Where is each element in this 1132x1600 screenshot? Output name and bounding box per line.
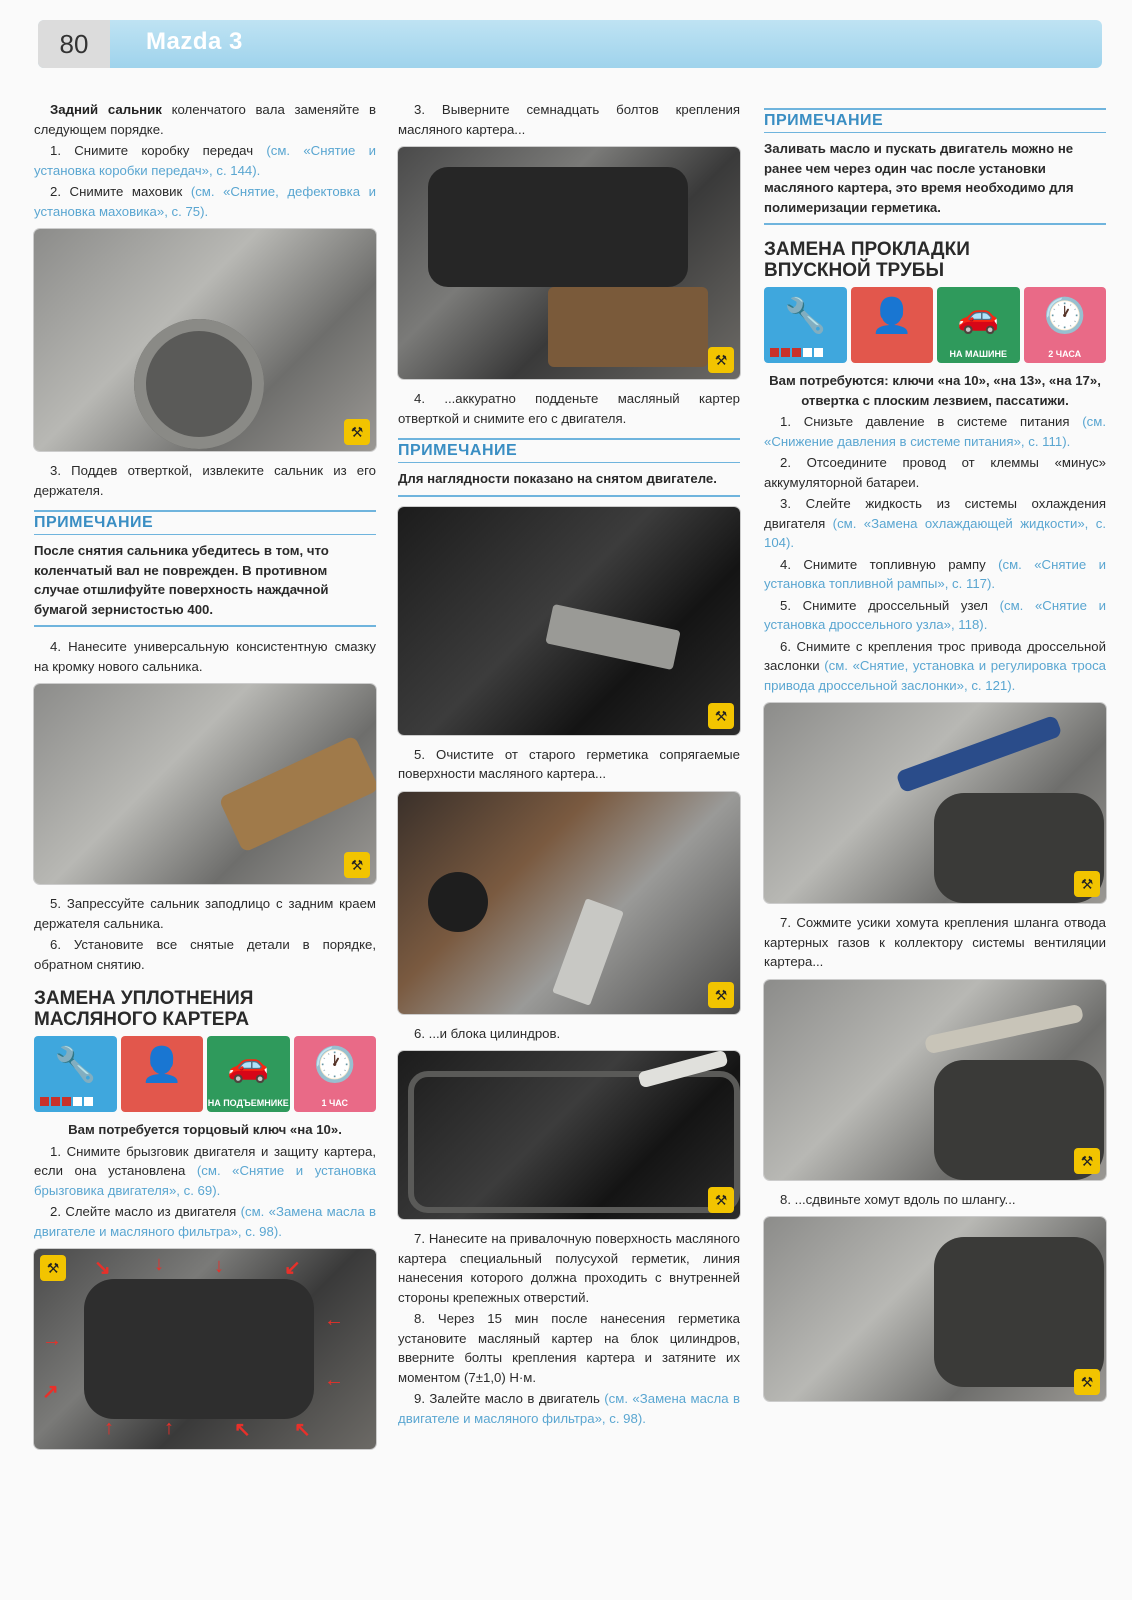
step-5: 5. Запрессуйте сальник заподлицо с задним краем держателя сальника. bbox=[34, 896, 376, 931]
tool-badge-icon: ⚒ bbox=[708, 703, 734, 729]
photo-slide-clamp bbox=[764, 980, 1106, 1180]
oil-pan-step-3: 3. Выверните семнадцать болтов крепления масляного картера... bbox=[398, 102, 740, 137]
engine-block bbox=[548, 287, 708, 367]
column-2 bbox=[398, 100, 740, 1430]
cross-reference-link[interactable]: (см. «Замена охлаждающей жидкости», с. 104). bbox=[764, 515, 1107, 550]
wrench-icon: 🔧 bbox=[54, 1046, 97, 1084]
step-2: 2. Снимите маховик (см. «Снятие, дефектовка и установка маховика», с. 75). bbox=[34, 184, 376, 219]
tool-badge-icon: ⚒ bbox=[708, 982, 734, 1008]
cross-reference-link[interactable]: (см. «Замена масла в двигателе и масляного фильтра», с. 98). bbox=[398, 1391, 740, 1426]
person-icon: 👤 bbox=[140, 1046, 183, 1084]
bolt-hole bbox=[428, 872, 488, 932]
car-icon: 🚗 bbox=[957, 297, 1000, 335]
note-title: ПРИМЕЧАНИЕ bbox=[764, 108, 1106, 133]
intake-step-8: 8. ...сдвиньте хомут вдоль по шлангу... bbox=[780, 1191, 1016, 1207]
cross-reference-link[interactable]: (см. «Снятие и установка брызговика двигателя», с. 69). bbox=[34, 1163, 376, 1198]
cross-reference-link[interactable]: (см. «Снятие, установка и регулировка троса привода дроссельной заслонки», с. 121). bbox=[764, 658, 1106, 693]
bolt-arrow-icon: ↗ bbox=[42, 1381, 59, 1403]
bolt-arrow-icon: ↘ bbox=[94, 1257, 111, 1279]
person-count-icon bbox=[121, 1036, 204, 1112]
bolt-arrow-icon: ↓ bbox=[214, 1255, 224, 1277]
note-body: Для наглядности показано на снятом двигателе. bbox=[398, 469, 740, 497]
oil-pan-step-8: 8. Через 15 мин после нанесения герметика установите масляный картер на блок цилиндров, вверните болты крепления картера и затяните их моментом (7±1,0) Н·м. bbox=[398, 1311, 740, 1385]
wrench-icon: 🔧 bbox=[784, 297, 827, 335]
photo-seal-removal bbox=[34, 229, 376, 451]
column-3 bbox=[764, 100, 1106, 1411]
page-number: 80 bbox=[38, 20, 110, 68]
oil-pan bbox=[428, 167, 688, 287]
tools-required: Вам потребуется торцовый ключ «на 10». bbox=[68, 1122, 342, 1137]
cross-reference-link[interactable]: (см. «Снятие и установка дроссельного узла», 118). bbox=[764, 597, 1106, 632]
step-6: 6. Установите все снятые детали в порядке, обратном снятию. bbox=[34, 937, 376, 972]
tool-badge-icon: ⚒ bbox=[1074, 1148, 1100, 1174]
intake-step-2: 2. Отсоедините провод от клеммы «минус» аккумуляторной батареи. bbox=[764, 455, 1106, 490]
on-car-icon: 🚗 НА МАШИНЕ bbox=[937, 287, 1020, 363]
job-info-icons bbox=[764, 287, 1106, 363]
scraper bbox=[545, 603, 680, 669]
oil-pan-step-4: 4. ...аккуратно подденьте масляный картер отверткой и снимите его с двигателя. bbox=[398, 391, 740, 426]
difficulty-icon bbox=[34, 1036, 117, 1112]
scraper bbox=[552, 898, 624, 1006]
pliers bbox=[924, 1003, 1084, 1054]
person-count-icon bbox=[851, 287, 934, 363]
bolt-arrow-icon: ↑ bbox=[104, 1417, 114, 1439]
tool-badge-icon: ⚒ bbox=[708, 1187, 734, 1213]
intake-step-3: 3. Слейте жидкость из системы охлаждения двигателя (см. «Замена охлаждающей жидкости», с. 104). bbox=[764, 496, 1107, 550]
tool-badge-icon: ⚒ bbox=[344, 419, 370, 445]
tool-badge-icon: ⚒ bbox=[708, 347, 734, 373]
oil-pan-step-9: 9. Залейте масло в двигатель (см. «Замена масла в двигателе и масляного фильтра», с. 98). bbox=[398, 1391, 740, 1426]
photo-seal-press bbox=[34, 684, 376, 884]
column-1 bbox=[34, 100, 376, 1459]
book-title: Mazda 3 bbox=[146, 28, 243, 55]
difficulty-level bbox=[770, 348, 823, 357]
intro-paragraph: Задний сальник коленчатого вала заменяйте в следующем порядке. bbox=[34, 102, 377, 137]
intake-hose bbox=[934, 1237, 1104, 1387]
tool-badge-icon: ⚒ bbox=[344, 852, 370, 878]
hammer-handle bbox=[218, 735, 376, 853]
page-header bbox=[38, 20, 1102, 68]
tools-required: Вам потребуются: ключи «на 10», «на 13», «на 17», отвертка с плоским лезвием, пассатижи. bbox=[769, 373, 1101, 408]
job-info-icons bbox=[34, 1036, 376, 1112]
photo-unscrew-bolts bbox=[398, 147, 740, 379]
intake-step-4: 4. Снимите топливную рампу (см. «Снятие и установка топливной рампы», с. 117). bbox=[764, 556, 1106, 591]
difficulty-level bbox=[40, 1097, 93, 1106]
tool-badge-icon: ⚒ bbox=[1074, 1369, 1100, 1395]
cross-reference-link[interactable]: (см. «Замена масла в двигателе и масляного фильтра», с. 98). bbox=[34, 1204, 376, 1239]
note-title: ПРИМЕЧАНИЕ bbox=[398, 438, 740, 463]
bolt-arrow-icon: ↖ bbox=[234, 1419, 251, 1441]
intake-step-5: 5. Снимите дроссельный узел (см. «Снятие и установка дроссельного узла», 118). bbox=[764, 597, 1106, 632]
tool-badge-icon: ⚒ bbox=[40, 1255, 66, 1281]
clock-icon: 🕐 bbox=[313, 1046, 356, 1084]
photo-oil-pan-bolts bbox=[34, 1249, 376, 1449]
note-title: ПРИМЕЧАНИЕ bbox=[34, 510, 376, 535]
cross-reference-link[interactable]: (см. «Снятие и установка топливной рампы», с. 117). bbox=[764, 556, 1106, 591]
oil-pan-step-7: 7. Нанесите на привалочную поверхность масляного картера специальный полусухой герметик, линия нанесения которого должна проходить с внутренней стороны крепежных отверстий. bbox=[398, 1231, 740, 1305]
cross-reference-link[interactable]: (см. «Снятие и установка коробки передач», с. 144). bbox=[34, 143, 376, 178]
note-body: Заливать масло и пускать двигатель можно не ранее чем через один час после установки масляного картера, это время необходимо для полимеризации герметика. bbox=[764, 139, 1106, 225]
person-icon: 👤 bbox=[870, 297, 913, 335]
time-icon: 🕐 2 ЧАСА bbox=[1024, 287, 1107, 363]
photo-clean-pan bbox=[398, 507, 740, 735]
tool-badge-icon: ⚒ bbox=[1074, 871, 1100, 897]
photo-clean-block bbox=[398, 792, 740, 1014]
photo-pliers-clamp bbox=[764, 703, 1106, 903]
section-heading-oil-pan: ЗАМЕНА УПЛОТНЕНИЯ МАСЛЯНОГО КАРТЕРА bbox=[34, 988, 254, 1030]
oil-pan-step-6: 6. ...и блока цилиндров. bbox=[414, 1025, 561, 1041]
intake-step-7: 7. Сожмите усики хомута крепления шланга отвода картерных газов к коллектору системы вентиляции картера... bbox=[764, 915, 1106, 969]
clock-icon: 🕐 bbox=[1043, 297, 1086, 335]
cross-reference-link[interactable]: (см. «Снятие, дефектовка и установка маховика», с. 75). bbox=[34, 184, 376, 219]
intake-step-6: 6. Снимите с крепления трос привода дроссельной заслонки (см. «Снятие, установка и регулировка троса привода дроссельной заслонки», с. 121). bbox=[764, 638, 1106, 693]
intake-step-1: 1. Снизьте давление в системе питания (см. «Снижение давления в системе питания», с. 111). bbox=[764, 414, 1106, 449]
pliers-handle bbox=[895, 715, 1062, 794]
step-1: 1. Снимите коробку передач (см. «Снятие и установка коробки передач», с. 144). bbox=[34, 143, 376, 178]
lift-icon: 🚗 НА ПОДЪЕМНИКЕ bbox=[207, 1036, 290, 1112]
note-body: После снятия сальника убедитесь в том, что коленчатый вал не поврежден. В противном случае отшлифуйте поверхность наждачной бумагой зернистостью 400. bbox=[34, 541, 376, 627]
time-icon: 🕐 1 ЧАС bbox=[294, 1036, 377, 1112]
photo-hose-removal bbox=[764, 1217, 1106, 1401]
oil-pan bbox=[84, 1279, 314, 1419]
oil-pan-step-2: 2. Слейте масло из двигателя (см. «Замена масла в двигателе и масляного фильтра», с. 98). bbox=[34, 1204, 376, 1239]
bolt-arrow-icon: ↖ bbox=[294, 1419, 311, 1441]
photo-apply-sealant bbox=[398, 1051, 740, 1219]
bolt-arrow-icon: ↑ bbox=[164, 1417, 174, 1439]
cross-reference-link[interactable]: (см. «Снижение давления в системе питания», с. 111). bbox=[764, 414, 1106, 449]
car-on-lift-icon: 🚗 bbox=[227, 1046, 270, 1084]
bolt-arrow-icon: → bbox=[42, 1329, 62, 1351]
oil-pan-flange bbox=[408, 1071, 740, 1213]
step-3: 3. Поддев отверткой, извлеките сальник из его держателя. bbox=[34, 463, 376, 498]
bolt-arrow-icon: ← bbox=[324, 1369, 344, 1391]
bolt-arrow-icon: ← bbox=[324, 1309, 344, 1331]
bolt-arrow-icon: ↙ bbox=[284, 1257, 301, 1279]
step-4: 4. Нанесите универсальную консистентную смазку на кромку нового сальника. bbox=[34, 639, 376, 674]
oil-pan-step-1: 1. Снимите брызговик двигателя и защиту картера, если она установлена (см. «Снятие и установка брызговика двигателя», с. 69). bbox=[34, 1143, 376, 1198]
section-heading-intake-gasket: ЗАМЕНА ПРОКЛАДКИ ВПУСКНОЙ ТРУБЫ bbox=[764, 239, 970, 281]
oil-pan-step-5: 5. Очистите от старого герметика сопрягаемые поверхности масляного картера... bbox=[398, 746, 740, 781]
bolt-arrow-icon: ↓ bbox=[154, 1253, 164, 1275]
crankshaft-flange bbox=[134, 319, 264, 449]
difficulty-icon bbox=[764, 287, 847, 363]
